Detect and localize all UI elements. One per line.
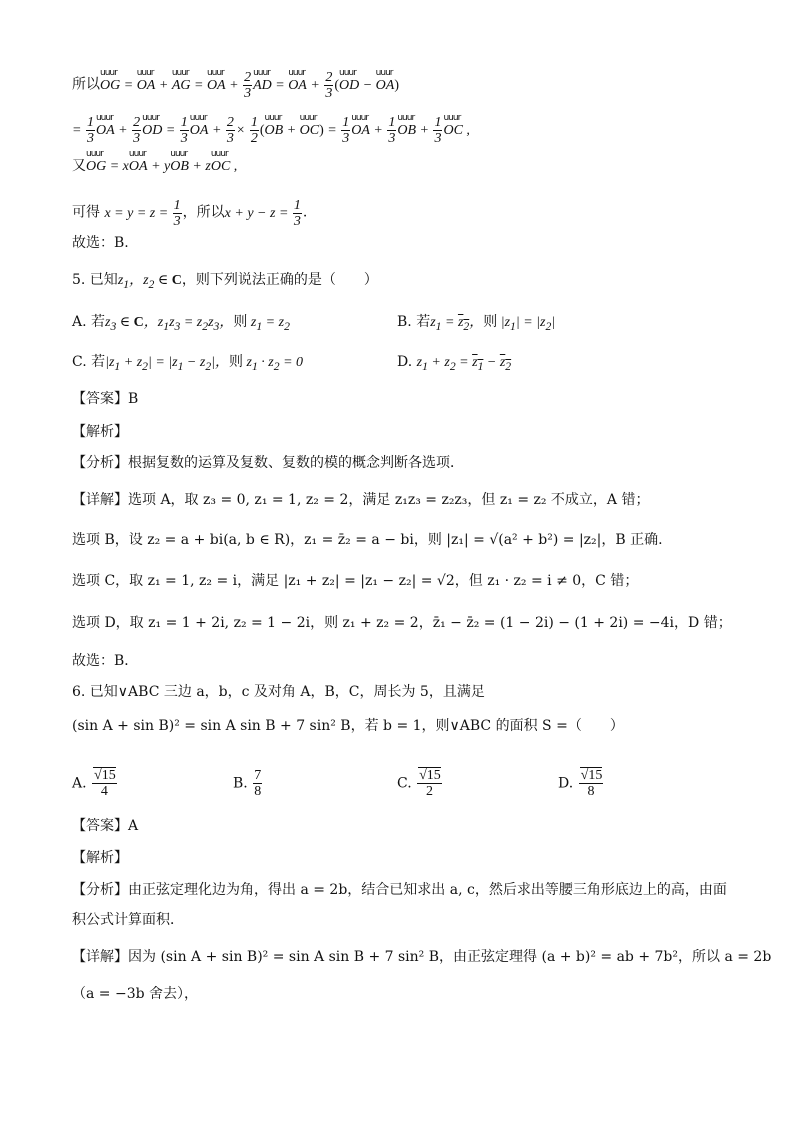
- q6-fenxi-2: 积公式计算面积．: [72, 912, 184, 928]
- q6-fenxi-1: 【分析】由正弦定理化边为角，得出 a = 2b，结合已知求出 a, c，然后求出等腰三角形底边上的高，由面: [72, 882, 727, 898]
- q6-option-a: [72, 768, 118, 799]
- q6-stem-1: 6. 已知∨ABC 三边 a，b，c 及对角 A，B，C，周长为 5，且满足: [72, 684, 485, 700]
- option-c-expr: $|z_1 + z_2| = |z_1 - z_2|$，则 $z_1 \cdot z_2 = 0$: [105, 355, 304, 373]
- derivation-line-4: [72, 198, 307, 229]
- equation-xyz: x = y = z = $\frac{1}{3}$: [104, 198, 181, 229]
- option-b-value: $\frac{7}{8}$: [254, 768, 262, 799]
- derivation-line-2: [72, 115, 470, 146]
- option-a-expr: $z_3$ ∈ C，$z_1z_3 = z_2z_3$，则 $z_1 = z_2$: [105, 315, 290, 333]
- q5-xiangjie-a: 【详解】选项 A，取 z₃ = 0, z₁ = 1, z₂ = 2，满足 z₁z₃ = z₂z₃，但 z₁ = z₂ 不成立，A 错；: [72, 492, 650, 508]
- option-b-expr: $z_1 = z_2$，则 $|z_1| = |z_2|$: [430, 315, 556, 333]
- option-b-label: B.: [233, 775, 248, 792]
- q6-stem-2: (sin A + sin B)² = sin A sin B + 7 sin² B，若 b = 1，则∨ABC 的面积 S =（ ）: [72, 718, 624, 734]
- l1-expr-source: [0, 0, 1, 1]
- q5-xiangjie-b: 选项 B，设 z₂ = a + bi(a, b ∈ R)，z₁ = z̄₂ = a − bi，则 |z₁| = √(a² + b²) = |z₂|，B 正确.: [72, 532, 663, 548]
- derivation-line-3: [72, 156, 237, 177]
- q5-option-b: [397, 312, 555, 337]
- text-end: .: [302, 204, 308, 221]
- option-d-expr: $z_1 + z_2 = z_1 - z_2$: [416, 355, 512, 373]
- option-a-label: A. 若: [72, 314, 106, 330]
- q5-answer: 【答案】B: [72, 391, 139, 407]
- q5-jiexi: 【解析】: [72, 424, 128, 440]
- derivation-line-1: [72, 70, 399, 101]
- conclusion-line: 故选：B.: [72, 235, 129, 251]
- q6-option-d: [558, 768, 604, 799]
- text-lead: 又: [72, 158, 86, 174]
- q5-stem-rest: ，则下列说法正确的是（ ）: [181, 272, 378, 288]
- q5-xiangjie-d: 选项 D，取 z₁ = 1 + 2i, z₂ = 1 − 2i，则 z₁ + z₂ = 2，z̄₁ − z̄₂ = (1 − 2i) − (1 + 2i) = −4i，D 错；: [72, 615, 732, 631]
- equation-result: x + y − z = $\frac{1}{3}$: [224, 198, 301, 229]
- q6-option-b: [233, 768, 263, 799]
- option-a-label: A.: [72, 775, 87, 792]
- q5-conclusion: 故选：B．: [72, 653, 139, 669]
- vector-decomposition: uuur OG = xuuur OA + yuuur OB + zuuur OC ,: [86, 159, 237, 174]
- option-d-label: D.: [397, 354, 413, 370]
- q5-vars: $z_1$，$z_2$ ∈ C: [117, 273, 182, 291]
- q5-stem: [72, 270, 378, 295]
- q6-jiexi: 【解析】: [72, 850, 128, 866]
- text-lead: 可得: [72, 204, 100, 221]
- option-d-label: D.: [558, 775, 574, 792]
- option-d-value: $\frac{√15}{8}$: [580, 768, 603, 799]
- option-c-label: C.: [397, 775, 412, 792]
- vector-equation-2: = $\frac{1}{3}$ uuur OA + $\frac{2}{3}$ uuur OD = $\frac{1}{3}$ uuur OA + $\frac{2}{3}$ × $\frac{1}{2}$ (uuur OB + uuur OC) = $\frac{1}{3}$ uuur OA + $\frac{1}{3}$ uuur OB + $\frac{1}{3}$ uuur OC ,: [72, 123, 470, 138]
- q6-option-c: [397, 768, 443, 799]
- q5-option-c: [72, 352, 303, 377]
- q5-option-d: [397, 352, 511, 377]
- q5-fenxi: 【分析】根据复数的运算及复数、复数的模的概念判断各选项．: [72, 455, 464, 471]
- q6-xiangjie-1: 【详解】因为 (sin A + sin B)² = sin A sin B + 7 sin² B，由正弦定理得 (a + b)² = ab + 7b²，所以 a = 2b: [72, 949, 772, 965]
- option-b-label: B. 若: [397, 314, 431, 330]
- option-c-value: $\frac{√15}{2}$: [419, 768, 441, 799]
- q5-xiangjie-c: 选项 C，取 z₁ = 1, z₂ = i，满足 |z₁ + z₂| = |z₁ − z₂| = √2，但 z₁ · z₂ = i ≠ 0，C 错；: [72, 573, 639, 589]
- option-c-label: C. 若: [72, 354, 106, 370]
- option-a-value: $\frac{√15}{4}$: [94, 768, 116, 799]
- q5-option-a: [72, 312, 290, 337]
- q5-number: 5. 已知: [72, 272, 118, 288]
- vector-equation: uuur OG = uuur OA + uuur AG = uuur OA + $\frac{2}{3}$ uuur AD = uuur OA + $\frac{2}{3}$ (uuur OD − uuur OA): [100, 78, 399, 93]
- q6-xiangjie-2: （a = −3b 舍去），: [72, 986, 199, 1002]
- q6-answer: 【答案】A: [72, 818, 139, 834]
- text-mid: ，所以: [182, 204, 225, 221]
- text-lead: 所以: [72, 76, 100, 93]
